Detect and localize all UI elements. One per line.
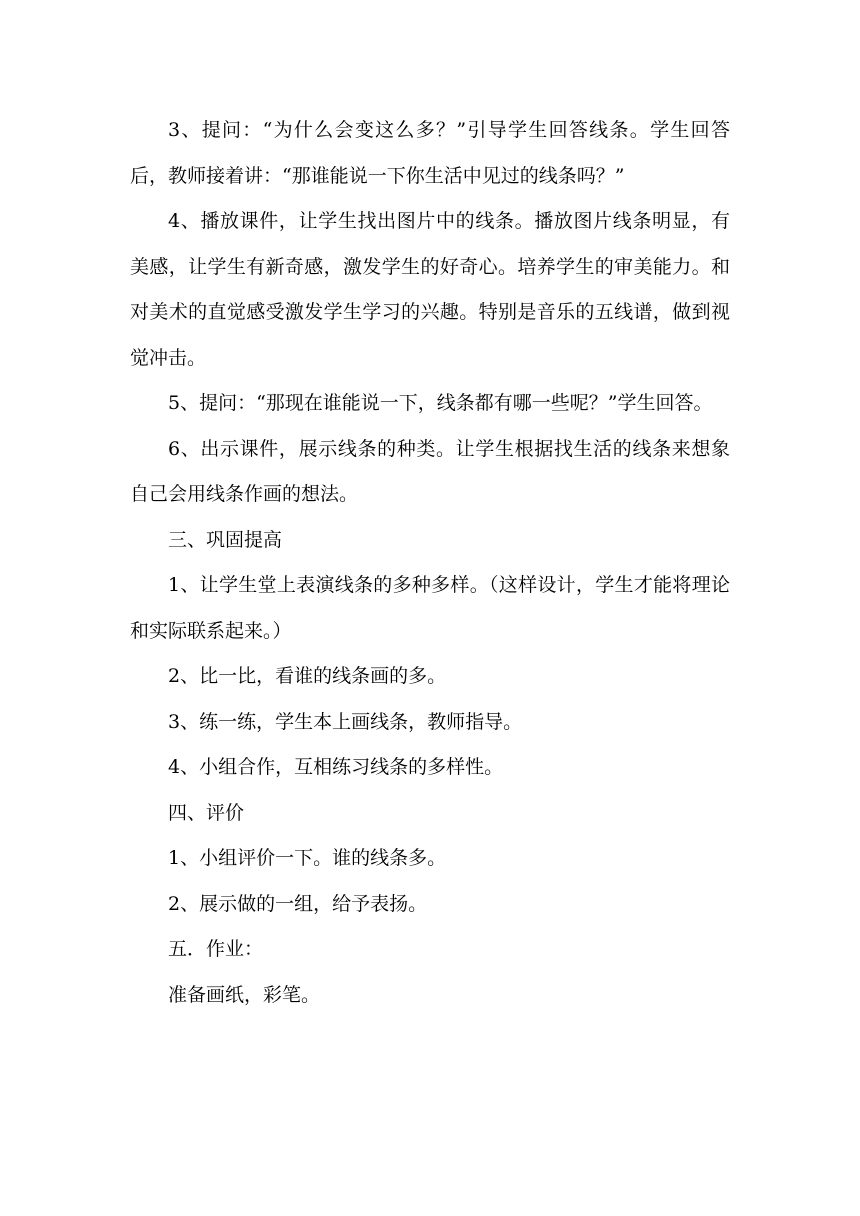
paragraph-question-3: 3、提问：“为什么会变这么多？”引导学生回答线条。学生回答后，教师接着讲：“那谁能说一下你生活中见过的线条吗？” xyxy=(130,119,730,187)
paragraph-consolidate-2: 2、比一比，看谁的线条画的多。 xyxy=(168,665,447,687)
paragraph-consolidate-4: 4、小组合作，互相练习线条的多样性。 xyxy=(168,756,504,778)
section-heading-consolidate: 三、巩固提高 xyxy=(168,528,283,551)
paragraph-courseware-4: 4、播放课件，让学生找出图片中的线条。播放图片线条明显，有美感，让学生有新奇感，激发学生的好奇心。培养学生的审美能力。和对美术的直觉感受激发学生学习的兴趣。特别是音乐的五线谱，做到视觉冲击。 xyxy=(130,210,730,369)
paragraph-consolidate-3: 3、练一练，学生本上画线条，教师指导。 xyxy=(168,710,523,733)
section-heading-homework: 五．作业： xyxy=(168,938,264,960)
paragraph-evaluation-2: 2、展示做的一组，给予表扬。 xyxy=(168,892,428,915)
paragraph-evaluation-1: 1、小组评价一下。谁的线条多。 xyxy=(168,847,447,869)
paragraph-courseware-6: 6、出示课件，展示线条的种类。让学生根据找生活的线条来想象自己会用线条作画的想法。 xyxy=(130,437,730,505)
section-heading-evaluation: 四、评价 xyxy=(168,801,245,824)
document-body xyxy=(130,108,730,1018)
paragraph-consolidate-1: 1、让学生堂上表演线条的多种多样。（这样设计，学生才能将理论和实际联系起来。） xyxy=(130,574,730,642)
paragraph-homework: 准备画纸，彩笔。 xyxy=(168,983,321,1006)
paragraph-question-5: 5、提问：“那现在谁能说一下，线条都有哪一些呢？”学生回答。 xyxy=(168,392,713,414)
